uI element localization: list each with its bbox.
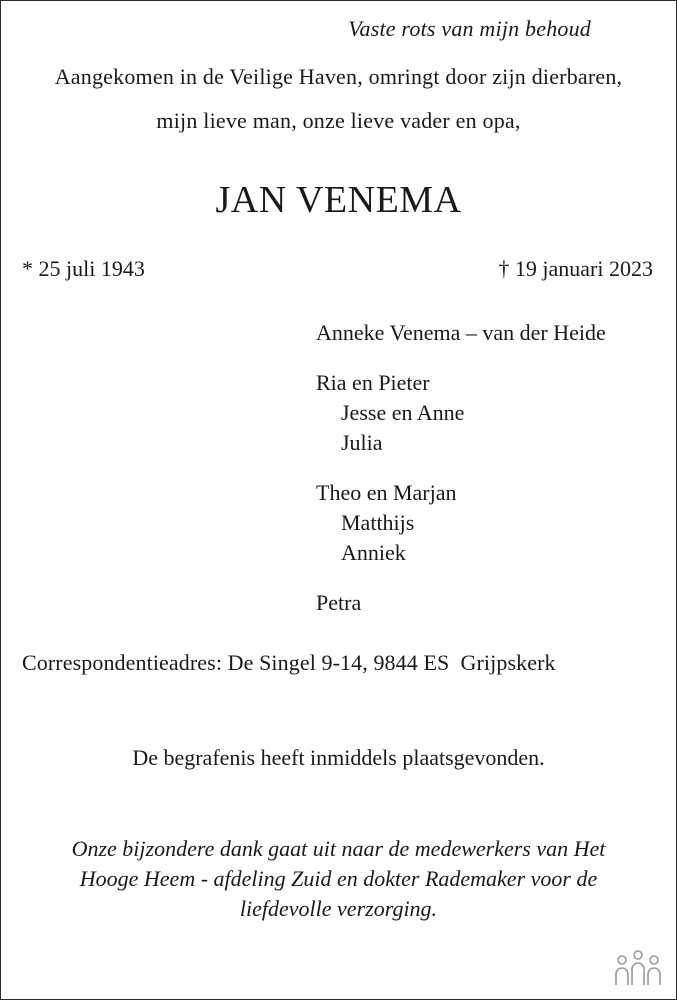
family-group — [316, 478, 606, 568]
family-list — [316, 318, 606, 638]
thanks-line-2: Hooge Heem - afdeling Zuid en dokter Rademaker voor de — [79, 866, 598, 891]
death-date: † 19 januari 2023 — [498, 256, 653, 281]
thanks-note — [20, 834, 657, 924]
spouse-name: Anneke Venema – van der Heide — [316, 320, 606, 345]
family-child: Julia — [341, 430, 383, 455]
family-child: Anniek — [341, 540, 406, 565]
thanks-line-1: Onze bijzondere dank gaat uit naar de medewerkers van Het — [71, 836, 606, 861]
family-child: Jesse en Anne — [341, 400, 465, 425]
intro-line-1: Aangekomen in de Veilige Haven, omringt door zijn dierbaren, — [54, 64, 623, 89]
family-parents: Ria en Pieter — [316, 370, 430, 395]
family-parents: Theo en Marjan — [316, 480, 457, 505]
motto: Vaste rots van mijn behoud — [348, 16, 591, 41]
intro-line-2: mijn lieve man, onze lieve vader en opa, — [156, 108, 521, 133]
family-child: Matthijs — [341, 510, 415, 535]
birth-date: * 25 juli 1943 — [22, 256, 145, 281]
spouse-group — [316, 318, 606, 348]
family-member: Petra — [316, 590, 362, 615]
family-group — [316, 368, 606, 458]
family-member-last-group — [316, 588, 606, 618]
thanks-line-3: liefdevolle verzorging. — [239, 896, 438, 921]
funeral-note: De begrafenis heeft inmiddels plaatsgevonden. — [132, 745, 545, 770]
deceased-name: JAN VENEMA — [215, 179, 462, 221]
people-group-icon — [613, 948, 663, 988]
correspondence-address: Correspondentieadres: De Singel 9-14, 9844 ES Grijpskerk — [22, 650, 556, 675]
